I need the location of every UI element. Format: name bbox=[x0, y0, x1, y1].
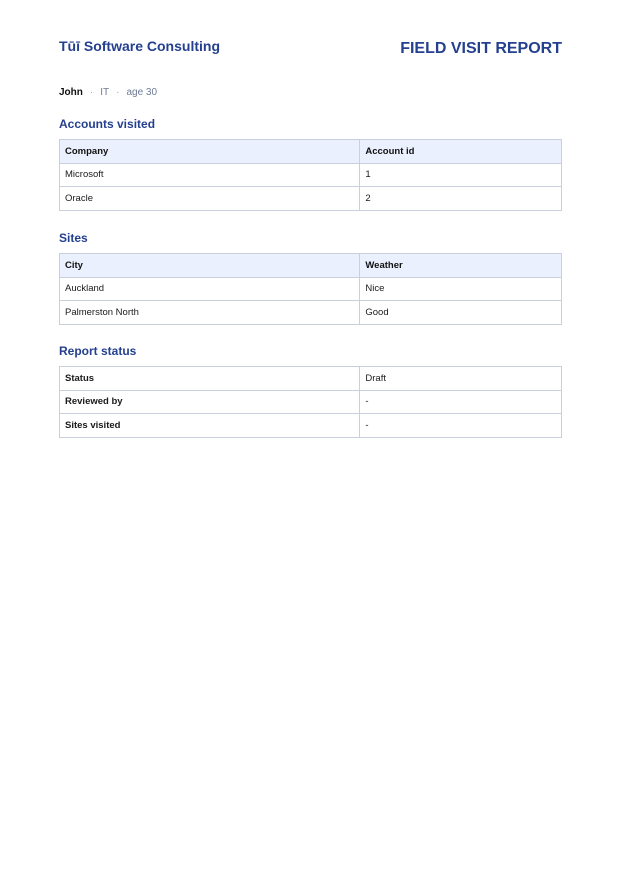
reviewed-by-value: - bbox=[360, 390, 562, 414]
cell-city: Auckland bbox=[60, 277, 360, 301]
accounts-table bbox=[59, 139, 562, 211]
report-status-table bbox=[59, 366, 562, 438]
section-title-sites: Sites bbox=[59, 231, 88, 245]
cell-city: Palmerston North bbox=[60, 301, 360, 325]
column-header-city: City bbox=[60, 254, 360, 278]
cell-weather: Nice bbox=[360, 277, 562, 301]
table-row bbox=[60, 187, 562, 211]
section-title-report-status: Report status bbox=[59, 344, 137, 358]
person-summary bbox=[59, 87, 157, 98]
sites-visited-label: Sites visited bbox=[60, 414, 360, 438]
column-header-weather: Weather bbox=[360, 254, 562, 278]
sites-visited-value: - bbox=[360, 414, 562, 438]
document-title: FIELD VISIT REPORT bbox=[400, 40, 562, 57]
cell-company: Microsoft bbox=[60, 163, 360, 187]
status-value: Draft bbox=[360, 367, 562, 391]
table-header-row bbox=[60, 254, 562, 278]
person-department: IT bbox=[100, 87, 110, 98]
cell-company: Oracle bbox=[60, 187, 360, 211]
table-row bbox=[60, 367, 562, 391]
status-label: Status bbox=[60, 367, 360, 391]
cell-weather: Good bbox=[360, 301, 562, 325]
table-row bbox=[60, 390, 562, 414]
person-name: John bbox=[59, 87, 83, 98]
section-title-accounts: Accounts visited bbox=[59, 117, 156, 131]
table-row bbox=[60, 414, 562, 438]
column-header-account-id: Account id bbox=[360, 140, 562, 164]
person-age: age 30 bbox=[126, 87, 158, 98]
cell-account-id: 1 bbox=[360, 163, 562, 187]
cell-account-id: 2 bbox=[360, 187, 562, 211]
sites-table bbox=[59, 253, 562, 325]
table-row bbox=[60, 277, 562, 301]
table-row bbox=[60, 163, 562, 187]
column-header-company: Company bbox=[60, 140, 360, 164]
company-name: Tūī Software Consulting bbox=[59, 38, 220, 54]
separator: · bbox=[89, 87, 94, 98]
table-row bbox=[60, 301, 562, 325]
separator: · bbox=[116, 87, 120, 98]
reviewed-by-label: Reviewed by bbox=[60, 390, 360, 414]
table-header-row bbox=[60, 140, 562, 164]
